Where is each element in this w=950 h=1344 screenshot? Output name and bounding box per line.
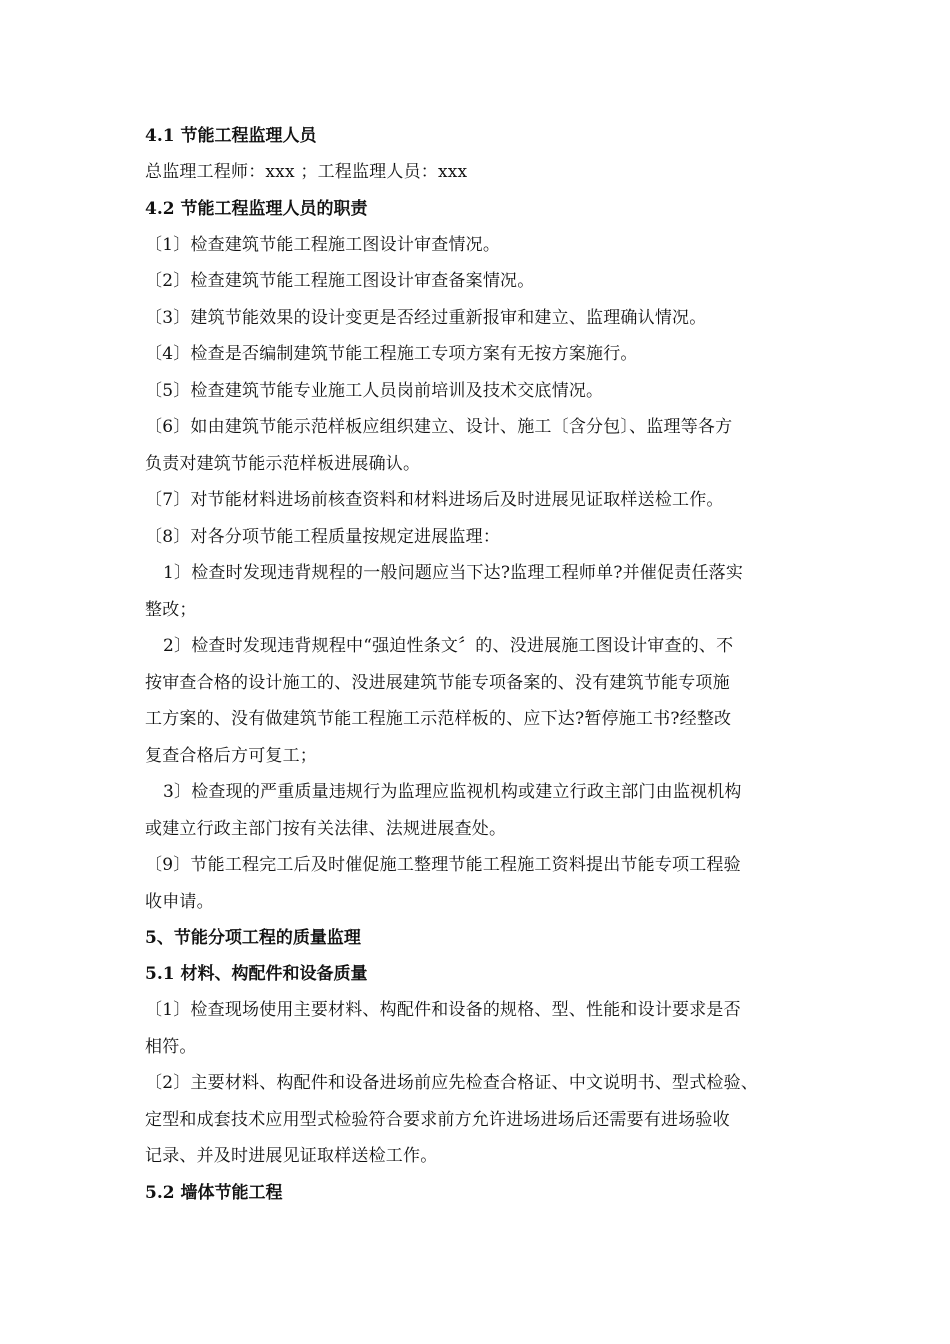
text-line: 整改； — [145, 599, 197, 620]
sub-item-paragraph — [145, 555, 820, 628]
paragraph — [145, 336, 820, 373]
text-line: 按审查合格的设计施工的、没进展建筑节能专项备案的、没有建筑节能专项施 — [145, 672, 730, 693]
text-line: 〔2〕主要材料、构配件和设备进场前应先检查合格证、中文说明书、型式检验、 — [145, 1073, 759, 1093]
text-line: 〔1〕检查现场使用主要材料、构配件和设备的规格、型、性能和设计要求是否 — [145, 1000, 741, 1020]
text-line: 2〕检查时发现违背规程中“强迫性条文〞的、没进展施工图设计审查的、不 — [163, 636, 734, 656]
text-line: 负责对建筑节能示范样板进展确认。 — [145, 453, 421, 474]
text-line: 〔8〕对各分项节能工程质量按规定进展监理： — [145, 526, 501, 547]
paragraph — [145, 227, 820, 264]
paragraph — [145, 992, 820, 1065]
section-heading: 4.1 节能工程监理人员 — [145, 126, 317, 146]
text-line: 复查合格后方可复工； — [145, 745, 317, 766]
sub-item-paragraph — [145, 774, 820, 847]
text-line: 或建立行政主部门按有关法律、法规进展查处。 — [145, 818, 507, 839]
text-line: 工方案的、没有做建筑节能工程施工示范样板的、应下达?暂停施工书?经整改 — [145, 709, 732, 729]
paragraph — [145, 300, 820, 337]
paragraph — [145, 847, 820, 920]
section-heading: 5.2 墙体节能工程 — [145, 1182, 283, 1203]
section-heading: 5、节能分项工程的质量监理 — [145, 928, 361, 948]
text-line: 定型和成套技术应用型式检验符合要求前方允许进场进场后还需要有进场验收 — [145, 1109, 730, 1130]
text-line: 总监理工程师：xxx ；工程监理人员：xxx — [145, 162, 468, 182]
section-heading: 5.1 材料、构配件和设备质量 — [145, 964, 368, 984]
paragraph — [145, 409, 820, 482]
paragraph — [145, 1065, 820, 1175]
text-line: 〔9〕节能工程完工后及时催促施工整理节能工程施工资料提出节能专项工程验 — [145, 855, 741, 875]
text-line: 记录、并及时进展见证取样送检工作。 — [145, 1146, 438, 1166]
text-line: 〔4〕检查是否编制建筑节能工程施工专项方案有无按方案施行。 — [145, 344, 638, 364]
text-line: 1〕检查时发现违背规程的一般问题应当下达?监理工程师单?并催促责任落实 — [163, 563, 744, 583]
text-line: 相符。 — [145, 1036, 197, 1057]
sub-item-paragraph — [145, 628, 820, 774]
paragraph — [145, 154, 820, 191]
text-line: 〔1〕检查建筑节能工程施工图设计审查情况。 — [145, 234, 501, 255]
paragraph — [145, 519, 820, 556]
section-heading: 4.2 节能工程监理人员的职责 — [145, 198, 368, 219]
text-line: 〔5〕检查建筑节能专业施工人员岗前培训及技术交底情况。 — [145, 380, 604, 401]
text-line: 收申请。 — [145, 891, 214, 912]
text-line: 〔3〕建筑节能效果的设计变更是否经过重新报审和建立、监理确认情况。 — [145, 307, 707, 328]
text-line: 3〕检查现的严重质量违规行为监理应监视机构或建立行政主部门由监视机构 — [163, 782, 742, 802]
text-line: 〔2〕检查建筑节能工程施工图设计审查备案情况。 — [145, 271, 535, 291]
paragraph — [145, 373, 820, 410]
paragraph — [145, 263, 820, 300]
paragraph — [145, 482, 820, 519]
text-line: 〔6〕如由建筑节能示范样板应组织建立、设计、施工〔含分包〕、监理等各方 — [145, 417, 733, 437]
text-line: 〔7〕对节能材料进场前核查资料和材料进场后及时进展见证取样送检工作。 — [145, 490, 724, 510]
